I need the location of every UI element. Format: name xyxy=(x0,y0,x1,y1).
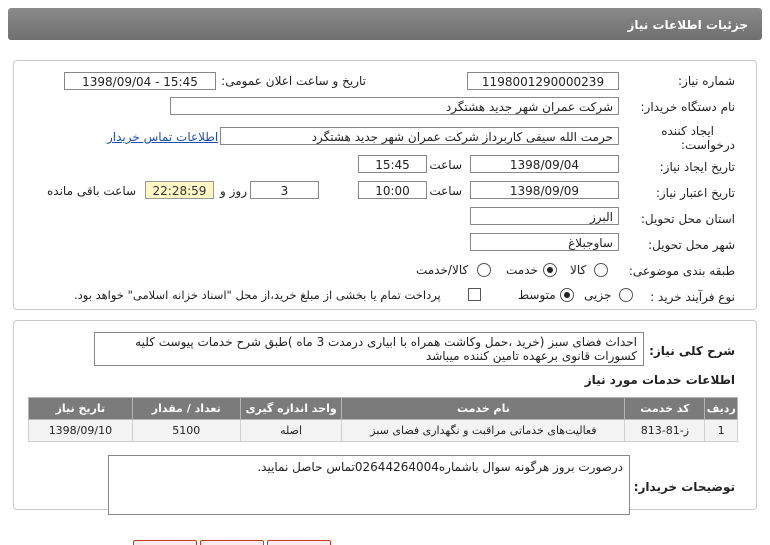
need-number-field: 1198001290000239 xyxy=(467,72,619,90)
col-header-code: کد خدمت xyxy=(625,398,705,420)
create-time-label: ساعت xyxy=(429,158,462,172)
summary-label: شرح کلی نیاز: xyxy=(649,344,735,358)
buyer-label: نام دستگاه خریدار: xyxy=(640,100,735,114)
province-label: استان محل تحویل: xyxy=(640,212,735,226)
creator-label-1: ایجاد کننده xyxy=(661,124,714,138)
col-header-unit: واحد اندازه گیری xyxy=(240,398,342,420)
category-radio-goods[interactable] xyxy=(594,263,608,277)
cell-quantity: 5100 xyxy=(132,420,240,442)
announce-field: 1398/09/04 - 15:45 xyxy=(64,72,216,90)
buyer-contact-link[interactable]: اطلاعات تماس خریدار xyxy=(107,130,219,144)
days-field: 3 xyxy=(250,181,319,199)
remaining-time-field: 22:28:59 xyxy=(145,181,214,199)
creator-field: حرمت الله سیفی کاربرداز شرکت عمران شهر جدید هشتگرد xyxy=(220,127,619,145)
process-option-medium: متوسط xyxy=(518,288,556,302)
day-label: روز و xyxy=(220,184,247,198)
services-table xyxy=(28,397,738,442)
col-header-date: تاریخ نیاز xyxy=(29,398,133,420)
payment-note: پرداخت تمام یا بخشی از مبلغ خرید،از محل "اسناد خزانه اسلامی" خواهد بود. xyxy=(74,288,441,302)
cell-unit: اصله xyxy=(240,420,342,442)
category-option-both: کالا/خدمت xyxy=(416,263,469,277)
valid-date-field: 1398/09/09 xyxy=(470,181,619,199)
valid-date-label: تاریخ اعتبار نیاز: xyxy=(655,186,735,200)
category-radio-both[interactable] xyxy=(477,263,491,277)
col-header-name: نام خدمت xyxy=(342,398,625,420)
cell-service-code: ز-81-813 xyxy=(625,420,705,442)
process-label: نوع فرآیند خرید : xyxy=(650,290,735,304)
summary-text: احداث فضای سبز (خرید ،حمل وکاشت همراه با ابیاری درمدت 3 ماه )طبق شرح خدمات پیوست کلیه کسورات قانوی برعهده تامین کننده میباشد xyxy=(94,332,644,366)
process-radio-medium[interactable] xyxy=(560,288,574,302)
buyer-notes-text: درصورت بروز هرگونه سوال باشماره02644264004تماس حاصل نمایید. xyxy=(108,455,630,515)
province-field: البرز xyxy=(470,207,619,225)
buyer-notes-label: توضیحات خریدار: xyxy=(633,480,735,494)
city-label: شهر محل تحویل: xyxy=(648,238,735,252)
category-option-service: خدمت xyxy=(506,263,538,277)
cell-service-name: فعالیت‌های خدماتی مراقبت و نگهداری فضای سبز xyxy=(342,420,625,442)
col-header-qty: تعداد / مقدار xyxy=(132,398,240,420)
create-time-field: 15:45 xyxy=(358,155,427,173)
page-header xyxy=(8,8,762,40)
valid-time-label: ساعت xyxy=(429,184,462,198)
action-button-1[interactable] xyxy=(133,540,197,545)
process-option-minor: جزیی xyxy=(584,288,612,302)
create-date-field: 1398/09/04 xyxy=(470,155,619,173)
buyer-field: شرکت عمران شهر جدید هشتگرد xyxy=(170,97,619,115)
page-title: جزئیات اطلاعات نیاز xyxy=(627,18,748,32)
cell-need-date: 1398/09/10 xyxy=(29,420,133,442)
announce-label: تاریخ و ساعت اعلان عمومی: xyxy=(221,74,366,88)
col-header-row: ردیف xyxy=(705,398,738,420)
city-field: ساوجبلاغ xyxy=(470,233,619,251)
creator-label-2: درخواست: xyxy=(681,138,735,152)
treasury-payment-checkbox[interactable] xyxy=(468,288,481,301)
action-button-2[interactable] xyxy=(200,540,264,545)
category-label: طبقه بندی موضوعی: xyxy=(628,264,735,278)
create-date-label: تاریخ ایجاد نیاز: xyxy=(659,160,735,174)
action-button-3[interactable] xyxy=(267,540,331,545)
cell-row-number: 1 xyxy=(705,420,738,442)
remaining-label: ساعت باقی مانده xyxy=(47,184,137,198)
category-radio-service[interactable] xyxy=(543,263,557,277)
table-row xyxy=(29,420,738,442)
valid-time-field: 10:00 xyxy=(358,181,427,199)
services-title: اطلاعات خدمات مورد نیاز xyxy=(584,373,735,387)
category-option-goods: کالا xyxy=(570,263,587,277)
need-number-label: شماره نیاز: xyxy=(678,74,735,88)
process-radio-minor[interactable] xyxy=(619,288,633,302)
